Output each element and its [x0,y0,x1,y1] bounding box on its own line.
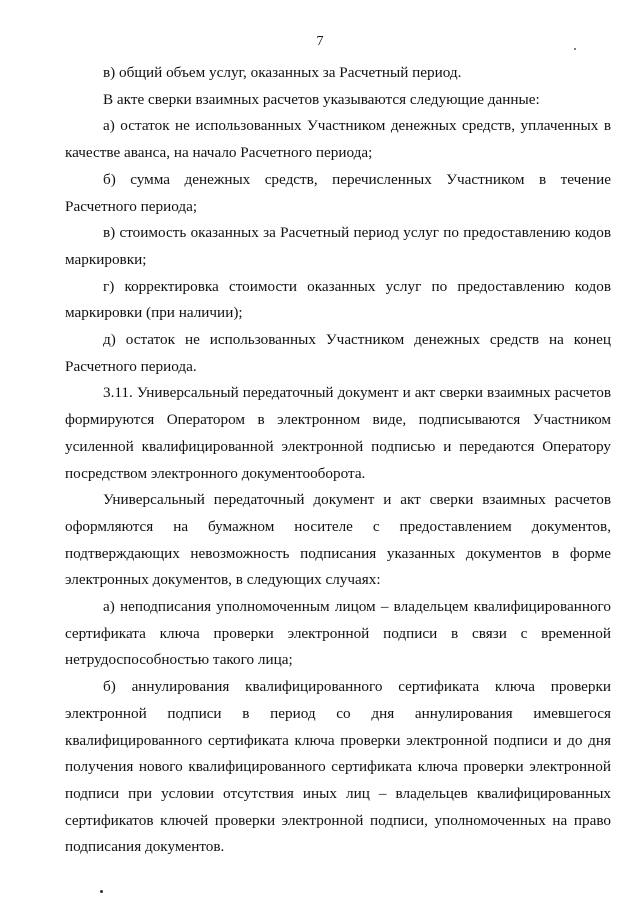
paragraph-reconciliation-intro: В акте сверки взаимных расчетов указываются следующие данные: [103,90,540,108]
scan-speck [574,48,576,50]
paragraph-item-b-transferred-sum: б) сумма денежных средств, перечисленных Участником в течение Расчетного периода; [65,170,611,215]
paragraph-clause-3-11: 3.11. Универсальный передаточный документ и акт сверки взаимных расчетов формируются Оператором в электронном виде, подписываются Участником усиленной квалифицированной электронной подписью и передаются Оператору посредством электронного документооборота. [65,384,611,482]
paragraph-paper-cases: Универсальный передаточный документ и акт сверки взаимных расчетов оформляются на бумажном носителе с предоставлением документов, подтверждающих невозможность подписания указанных документов в форме электронных документов, в следующих случаях: [65,491,611,589]
document-body [65,60,611,861]
paragraph-case-a-incapacity: а) неподписания уполномоченным лицом – владельцем квалифицированного сертификата ключа проверки электронной подписи в связи с временной нетрудоспособностью такого лица; [65,598,611,669]
paragraph-item-v-service-cost: в) стоимость оказанных за Расчетный период услуг по предоставлению кодов маркировки; [65,224,611,268]
scan-speck [100,890,103,893]
paragraph-case-b-certificate-revoked: б) аннулирования квалифицированного сертификата ключа проверки электронной подписи в период со дня аннулирования имевшегося квалифицированного сертификата ключа проверки электронной подписи и до дня получения нового квалифицированного сертификата ключа проверки электронной подписи при условии отсутствия иных лиц – владельцев квалифицированных сертификатов ключей проверки электронной подписи, уполномоченных на право подписания документов. [65,678,611,856]
page-number: 7 [316,34,324,49]
paragraph-total-services: в) общий объем услуг, оказанных за Расчетный период. [103,64,462,81]
paragraph-item-a-advance-balance: а) остаток не использованных Участником денежных средств, уплаченных в качестве аванса, на начало Расчетного периода; [65,117,611,162]
paragraph-item-g-cost-adjustment: г) корректировка стоимости оказанных услуг по предоставлению кодов маркировки (при наличии); [65,277,611,322]
paragraph-item-d-end-balance: д) остаток не использованных Участником денежных средств на конец Расчетного периода. [65,331,611,375]
